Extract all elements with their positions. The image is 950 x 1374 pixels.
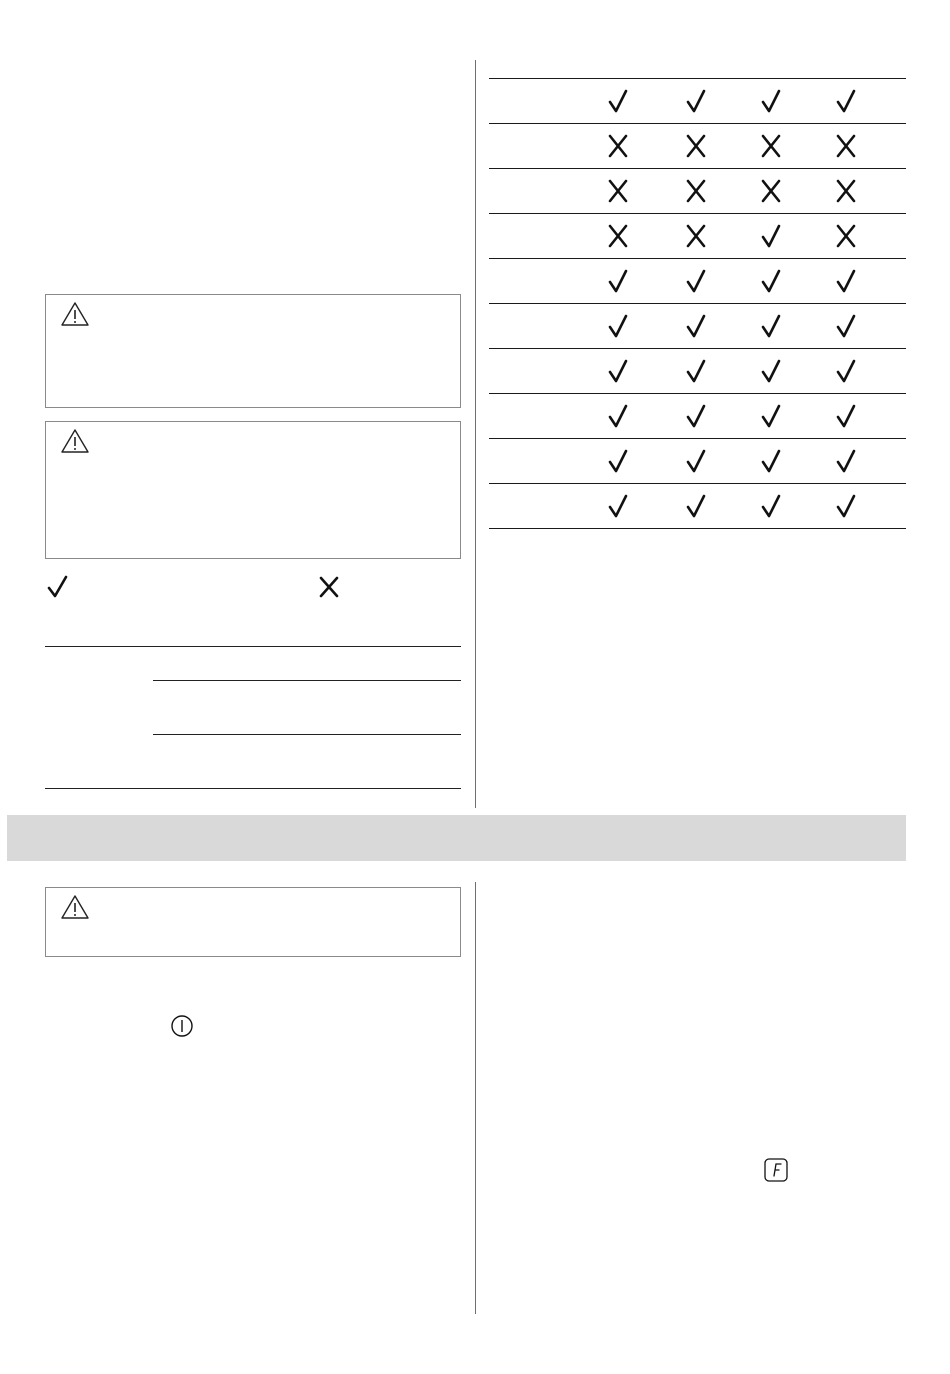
column-divider-top (475, 60, 476, 808)
table-row (489, 348, 906, 393)
section-banner (7, 815, 906, 861)
cross-icon (831, 176, 861, 206)
table-row (489, 78, 906, 123)
checkmark-icon (603, 491, 633, 521)
warning-triangle-icon (60, 428, 90, 454)
checkmark-icon (831, 266, 861, 296)
legend-checkmark-icon (45, 574, 71, 600)
checkmark-icon (603, 446, 633, 476)
table-row (489, 213, 906, 258)
checkmark-icon (756, 221, 786, 251)
power-icon (170, 1014, 194, 1038)
checkmark-icon (831, 356, 861, 386)
cross-icon (681, 176, 711, 206)
table-row (489, 438, 906, 483)
checkmark-icon (681, 86, 711, 116)
table-row (489, 123, 906, 168)
table-rule-inner-2 (153, 734, 461, 735)
table-rule-inner-1 (153, 680, 461, 681)
checkmark-icon (756, 311, 786, 341)
warning-box-1 (45, 294, 461, 408)
table-rule-bottom (45, 788, 461, 789)
checkmark-icon (831, 401, 861, 431)
warning-triangle-icon (60, 301, 90, 327)
checkmark-icon (681, 491, 711, 521)
checkmark-icon (603, 356, 633, 386)
checkmark-icon (681, 266, 711, 296)
table-row (489, 168, 906, 213)
checkmark-icon (831, 491, 861, 521)
compatibility-table (489, 78, 906, 529)
checkmark-icon (831, 86, 861, 116)
checkmark-icon (756, 491, 786, 521)
checkmark-icon (603, 401, 633, 431)
checkmark-icon (831, 446, 861, 476)
checkmark-icon (603, 311, 633, 341)
cross-icon (756, 131, 786, 161)
cross-icon (831, 221, 861, 251)
cross-icon (603, 221, 633, 251)
cross-icon (681, 131, 711, 161)
checkmark-icon (603, 86, 633, 116)
cross-icon (603, 131, 633, 161)
checkmark-icon (756, 356, 786, 386)
warning-box-2 (45, 421, 461, 559)
warning-box-3 (45, 887, 461, 957)
checkmark-icon (681, 311, 711, 341)
legend-cross-icon (316, 574, 342, 600)
checkmark-icon (756, 266, 786, 296)
checkmark-icon (831, 311, 861, 341)
cross-icon (756, 176, 786, 206)
checkmark-icon (756, 401, 786, 431)
cross-icon (831, 131, 861, 161)
table-row (489, 258, 906, 303)
warning-triangle-icon (60, 894, 90, 920)
table-row (489, 303, 906, 348)
checkmark-icon (681, 446, 711, 476)
checkmark-icon (756, 446, 786, 476)
checkmark-icon (681, 401, 711, 431)
cross-icon (681, 221, 711, 251)
cross-icon (603, 176, 633, 206)
checkmark-icon (756, 86, 786, 116)
function-f-icon (763, 1157, 789, 1183)
checkmark-icon (603, 266, 633, 296)
table-row (489, 393, 906, 438)
column-divider-bottom (475, 882, 476, 1314)
table-row (489, 483, 906, 529)
table-rule-top (45, 646, 461, 647)
checkmark-icon (681, 356, 711, 386)
